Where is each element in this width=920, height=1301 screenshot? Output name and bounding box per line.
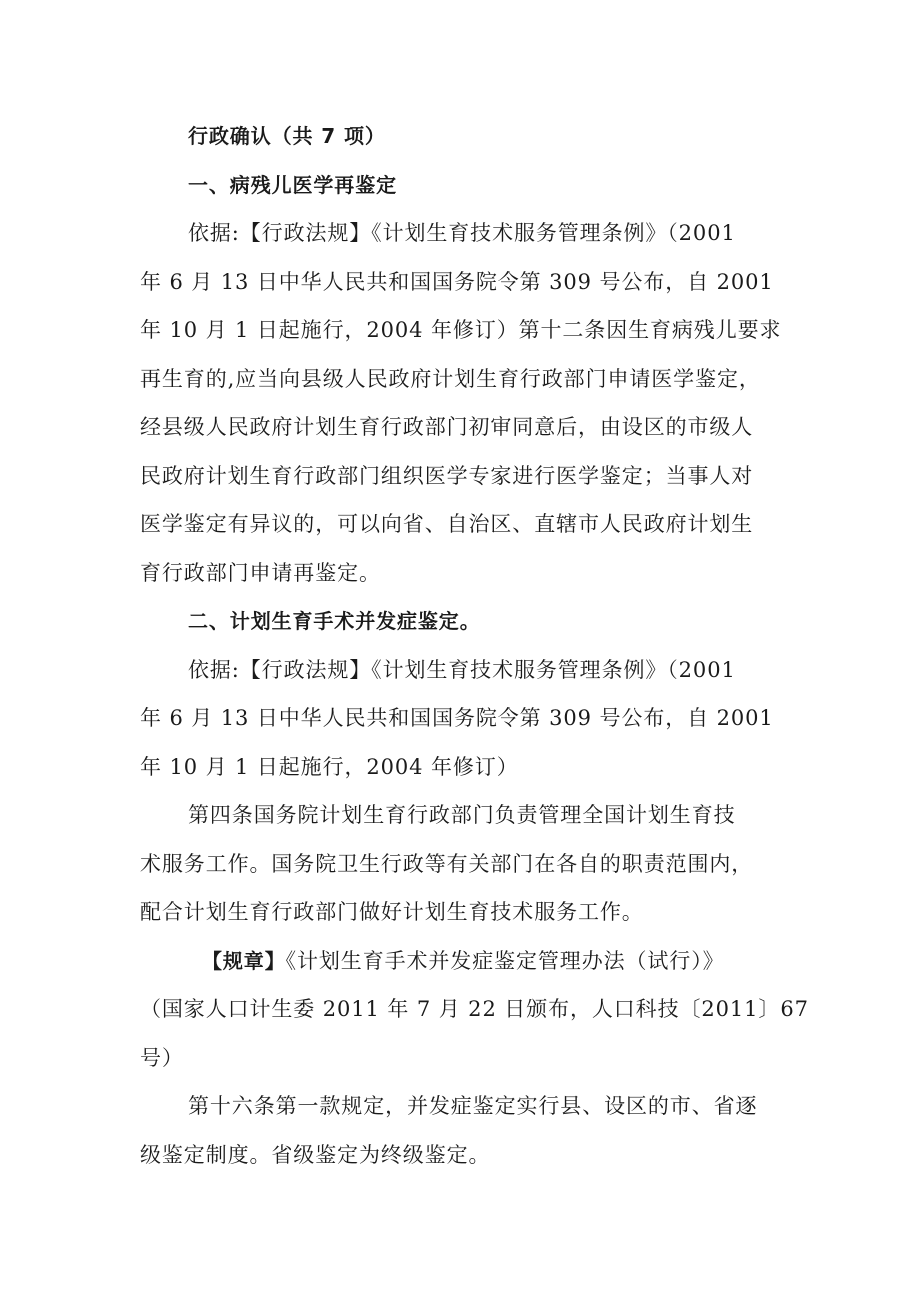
paragraph-line: 第十六条第一款规定，并发症鉴定实行县、设区的市、省逐 xyxy=(188,1094,758,1118)
section1-heading: 一、病残儿医学再鉴定 xyxy=(188,172,397,197)
paragraph-line: 民政府计划生育行政部门组织医学专家进行医学鉴定；当事人对 xyxy=(140,463,754,488)
paragraph-line: 经县级人民政府计划生育行政部门初审同意后，由设区的市级人 xyxy=(140,415,754,439)
rule-label: 【规章】 xyxy=(202,948,286,973)
paragraph-line: 级鉴定制度。省级鉴定为终级鉴定。 xyxy=(140,1142,491,1167)
paragraph-line: （国家人口计生委 2011 年 7 月 22 日颁布，人口科技〔2011〕67 xyxy=(140,997,809,1021)
document-page xyxy=(140,112,809,1179)
rule-title: 《计划生育手术并发症鉴定管理办法（试行）》 xyxy=(285,948,725,973)
paragraph-line: 年 6 月 13 日中华人民共和国国务院令第 309 号公布，自 2001 xyxy=(140,706,774,730)
paragraph-line: 配合计划生育行政部门做好计划生育技术服务工作。 xyxy=(140,900,644,924)
section2-heading: 二、计划生育手术并发症鉴定。 xyxy=(188,609,481,633)
paragraph-line: 年 10 月 1 日起施行，2004 年修订）第十二条因生育病残儿要求 xyxy=(140,318,782,342)
document-title: 行政确认（共 7 项） xyxy=(188,124,386,148)
paragraph-line: 依据:【行政法规】《计划生育技术服务管理条例》（2001 xyxy=(188,657,736,682)
paragraph-line: 医学鉴定有异议的，可以向省、自治区、直辖市人民政府计划生 xyxy=(140,512,754,536)
paragraph-line: 依据:【行政法规】《计划生育技术服务管理条例》（2001 xyxy=(188,221,736,245)
paragraph-line: 号） xyxy=(140,1045,184,1070)
paragraph-line: 年 6 月 13 日中华人民共和国国务院令第 309 号公布，自 2001 xyxy=(140,269,774,294)
paragraph-line: 再生育的,应当向县级人民政府计划生育行政部门申请医学鉴定， xyxy=(140,366,761,391)
paragraph-line: 第四条国务院计划生育行政部门负责管理全国计划生育技 xyxy=(188,803,736,827)
paragraph-line: 育行政部门申请再鉴定。 xyxy=(140,560,381,585)
paragraph-line: 年 10 月 1 日起施行，2004 年修订） xyxy=(140,754,519,779)
rule-line xyxy=(140,937,800,986)
paragraph-line: 术服务工作。国务院卫生行政等有关部门在各自的职责范围内， xyxy=(140,851,754,876)
